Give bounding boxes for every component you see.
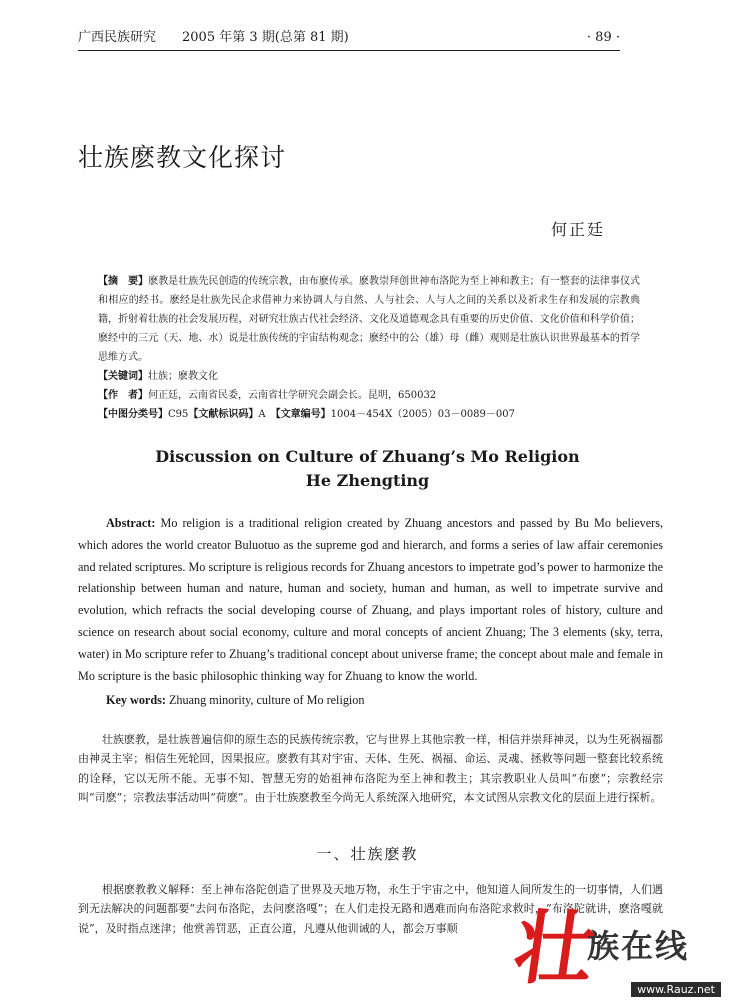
author-info-label: 【作 者】 — [98, 390, 148, 401]
section-heading: 一、壮族麽教 — [316, 845, 419, 863]
article-no-label: 【文章编号】 — [275, 409, 331, 420]
running-header — [78, 28, 620, 51]
classification-line — [98, 405, 640, 424]
abstract-en-block — [78, 513, 663, 687]
english-title-block — [0, 445, 735, 493]
intro-paragraph: 壮族麽教，是壮族普遍信仰的原生态的民族传统宗教，它与世界上其他宗教一样，相信并崇拜神灵，以为生死祸福都由神灵主宰；相信生死轮回，因果报应。麽教有其对宇宙、天体、生死、祸福、命运、灵魂、拯救等问题一整套比较系统的诠释，它以无所不能、无事不知、智慧无穷的始祖神布洛陀为至上神和教主；其宗教职业人员叫“布麽”；宗教经宗叫“司麽”；宗教法事活动叫“荷麽”。由于壮族麽教至今尚无人系统深入地研究，本文试图从宗教文化的层面上进行探析。 — [78, 733, 663, 805]
journal-name: 广西民族研究 — [78, 30, 157, 45]
class-label: 【中图分类号】 — [98, 409, 168, 420]
article-no-value: 1004－454X（2005）03－0089－007 — [330, 409, 515, 420]
author-info-text: 何正廷，云南省民委，云南省壮学研究会副会长。昆明，650032 — [148, 390, 437, 401]
page-number: · 89 · — [586, 30, 620, 45]
abstract-cn-label: 【摘 要】 — [98, 276, 149, 287]
keywords-cn-text: 壮族；麽教文化 — [148, 371, 218, 382]
abstract-cn-block — [98, 272, 640, 424]
abstract-cn-text: 麽教是壮族先民创造的传统宗教，由布麽传承。麽教崇拜创世神布洛陀为至上神和教主；有一整套的法律事仪式和相应的经书。麽经是壮族先民企求借神力来协调人与自然、人与社会、人与人之间的关系以及祈求生存和发展的宗教典籍，折射着壮族的社会发展历程，对研究壮族古代社会经济、文化及道德观念具有重要的历史价值、文化价值和科学价值；麽经中的三元（天、地、水）说是壮族传统的宇宙结构观念；麽经中的公（雄）母（雌）观则是壮族认识世界最基本的哲学思维方式。 — [98, 276, 641, 363]
keywords-cn-label: 【关键词】 — [98, 371, 148, 382]
author-info-cn — [98, 386, 640, 405]
intro-block — [78, 730, 663, 808]
watermark-logo-char: 壮 — [508, 901, 602, 995]
class-value: C95 — [168, 409, 189, 420]
article-title-cn: 壮族麽教文化探讨 — [78, 143, 287, 172]
doc-code-label: 【文献标识码】 — [188, 409, 259, 420]
keywords-cn — [98, 367, 640, 386]
site-watermark — [508, 901, 725, 999]
keywords-en — [106, 693, 365, 708]
watermark-url: www.Rauz.net — [631, 982, 721, 997]
author-name-en: He Zhengting — [305, 471, 430, 490]
article-title-en: Discussion on Culture of Zhuang’s Mo Religion — [155, 447, 580, 466]
abstract-en-label: Abstract: — [106, 516, 156, 530]
abstract-cn — [98, 272, 640, 367]
author-name-cn: 何正廷 — [550, 220, 605, 239]
keywords-en-text: Zhuang minority, culture of Mo religion — [168, 693, 365, 707]
abstract-en — [78, 513, 663, 687]
doc-code-value: A — [258, 409, 266, 420]
section-paragraph: 根据麽教教义解释：至上神布洛陀创造了世界及天地万物，永生于宇宙之中，他知道人间所发生的一切事情，人们遇到无法解决的问题都要“去问布洛陀，去问麽洛嘎”；在人们走投无路和遇难而向布洛陀求救时，“布洛陀就讲，麽洛嘎就说”，及时指点迷津；他赏善罚恶，正直公道，凡遵从他训诫的人，都会万事顺 — [78, 883, 663, 935]
abstract-en-text: Mo religion is a traditional religion created by Zhuang ancestors and passed by Bu Mo believers, which adores the world creator Buluotuo as the supreme god and hierarch, and forms a series of law affair ceremonies and related scriptures. Mo scripture is religious records for Zhuang ancestors to impetrate god’s power to harmonize the relationship between human and nature, human and society, human and human, as well to impetrate survive and evolution, which refracts the social developing course of Zhuang, and plays important roles of history, culture and science on research about social economy, culture and moral concepts of ancient Zhuang; The 3 elements (sky, terra, water) in Mo scripture refer to Zhuang’s traditional concept about universe frame; the concept about male and female in Mo scripture is the basic philosophic thinking way for Zhuang to know the world. — [78, 516, 664, 683]
issue-info: 2005 年第 3 期(总第 81 期) — [182, 30, 349, 45]
keywords-en-label: Key words: — [106, 693, 166, 707]
watermark-logo-text: 族在线 — [587, 927, 690, 965]
